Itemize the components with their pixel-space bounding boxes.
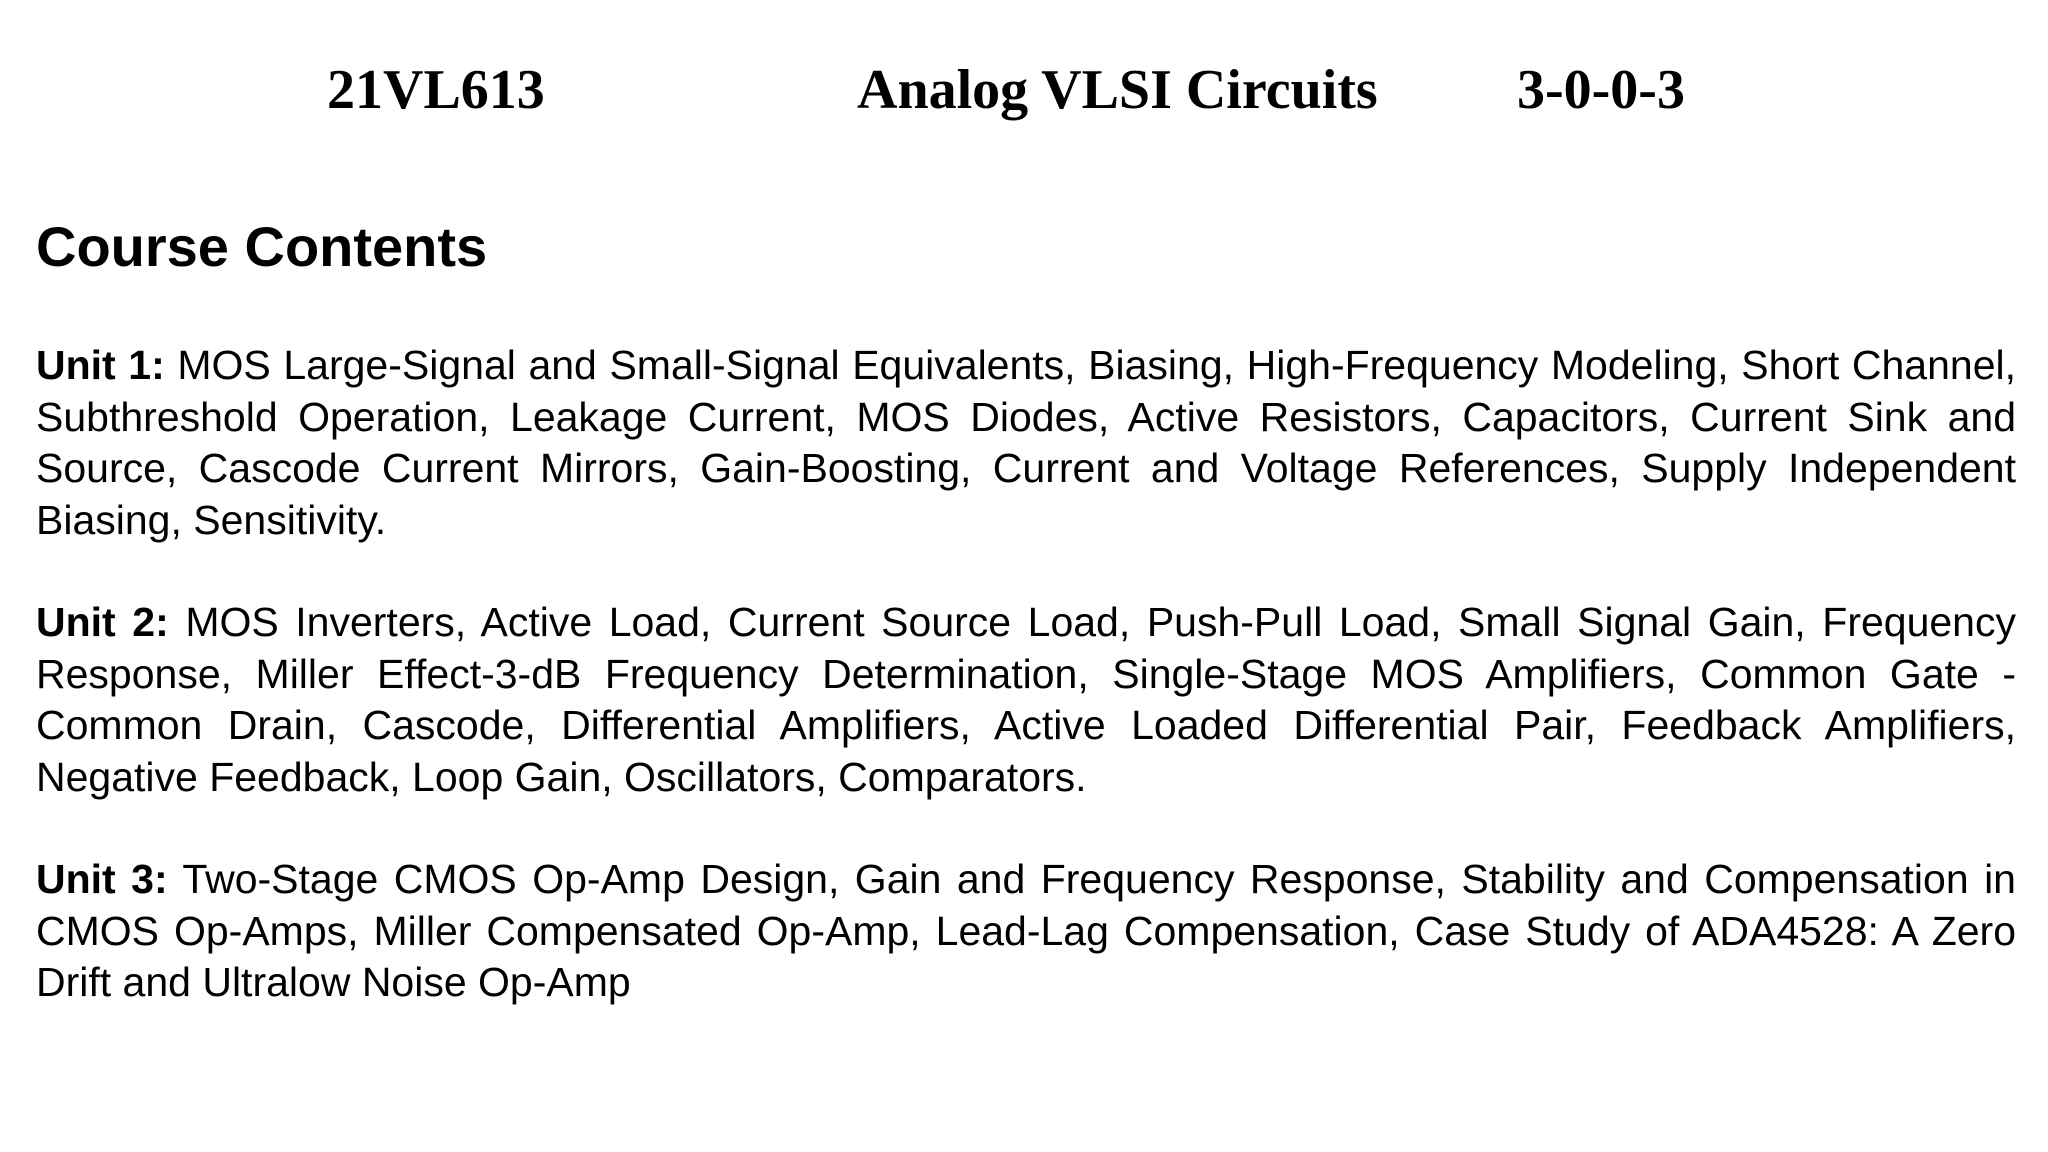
unit-list bbox=[36, 340, 2016, 1060]
unit-3-text: Two-Stage CMOS Op-Amp Design, Gain and Frequency Response, Stability and Compensation in CMOS Op-Amps, Miller Compensated Op-Amp, Lead-Lag Compensation, Case Study of ADA4528: A Zero Drift and Ultralow Noise Op-Amp bbox=[36, 856, 2016, 1005]
unit-2-paragraph bbox=[36, 597, 2016, 803]
section-heading: Course Contents bbox=[36, 215, 488, 278]
course-title: Analog VLSI Circuits bbox=[857, 59, 1378, 121]
unit-1-paragraph bbox=[36, 340, 2016, 546]
course-header bbox=[0, 60, 2048, 120]
unit-2-label: Unit 2: bbox=[36, 599, 169, 645]
unit-3-label: Unit 3: bbox=[36, 856, 168, 902]
unit-1-text: MOS Large-Signal and Small-Signal Equivalents, Biasing, High-Frequency Modeling, Short Channel, Subthreshold Operation, Leakage Current, MOS Diodes, Active Resistors, Capacitors, Current Sink and Source, Cascode Current Mirrors, Gain-Boosting, Current and Voltage References, Supply Independent Biasing, Sensitivity. bbox=[36, 342, 2016, 543]
course-code: 21VL613 bbox=[327, 59, 545, 121]
unit-2-text: MOS Inverters, Active Load, Current Source Load, Push-Pull Load, Small Signal Gain, Frequency Response, Miller Effect-3-dB Frequency Determination, Single-Stage MOS Amplifiers, Common Gate - Common Drain, Cascode, Differential Amplifiers, Active Loaded Differential Pair, Feedback Amplifiers, Negative Feedback, Loop Gain, Oscillators, Comparators. bbox=[36, 599, 2016, 800]
course-credits: 3-0-0-3 bbox=[1517, 59, 1685, 121]
unit-3-paragraph bbox=[36, 854, 2016, 1009]
unit-1-label: Unit 1: bbox=[36, 342, 165, 388]
